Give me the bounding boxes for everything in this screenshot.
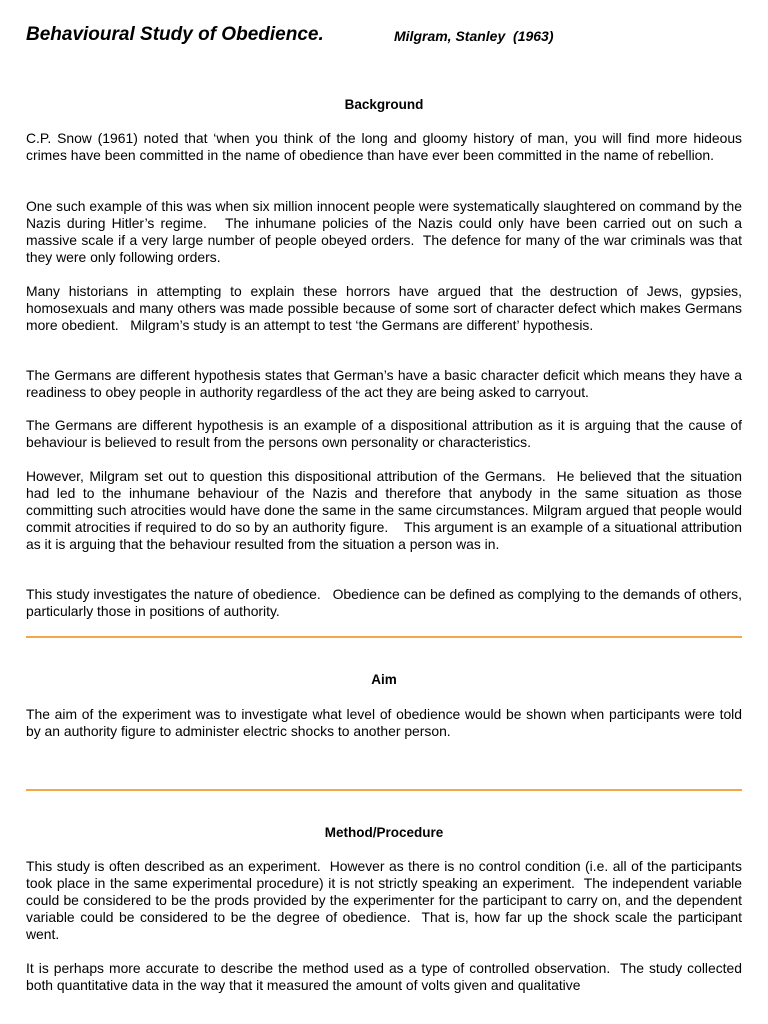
section-divider [26,636,742,638]
heading-method-procedure: Method/Procedure [324,825,444,840]
paragraph: This study is often described as an experiment. However as there is no control condition (i.e. all of the participants took place in the same experimental procedure) it is not strictly speaking an experiment. The independent variable could be considered to be the prods provided by the experimenter for the participant to carry on, and the dependent variable could be considered to be the degree of obedience. That is, how far up the shock scale the participant went. [26,858,746,942]
section-divider [26,789,742,791]
paragraph: It is perhaps more accurate to describe the method used as a type of controlled observation. The study collected both quantitative data in the way that it measured the amount of volts given and qualitative [26,960,746,993]
heading-aim: Aim [371,672,397,687]
paragraph: C.P. Snow (1961) noted that ‘when you think of the long and gloomy history of man, you will find more hideous crimes have been committed in the name of obedience than have ever been committed in the name of rebellion. [26,130,746,163]
paragraph: The Germans are different hypothesis states that German’s have a basic character deficit which means they have a readiness to obey people in authority regardless of the act they are being asked to carryout. [26,367,746,400]
document-author: Milgram, Stanley (1963) [394,28,554,44]
heading-background: Background [344,97,424,112]
paragraph: This study investigates the nature of obedience. Obedience can be defined as complying to the demands of others, particularly those in positions of authority. [26,586,746,619]
document-title: Behavioural Study of Obedience. [26,24,324,45]
paragraph: One such example of this was when six million innocent people were systematically slaughtered on command by the Nazis during Hitler’s regime. The inhumane policies of the Nazis could only have been carried out on such a massive scale if a very large number of people obeyed orders. The defence for many of the war criminals was that they were only following orders. [26,198,746,265]
title-row [26,24,742,50]
paragraph: The aim of the experiment was to investigate what level of obedience would be shown when participants were told by an authority figure to administer electric shocks to another person. [26,706,746,739]
paragraph: The Germans are different hypothesis is an example of a dispositional attribution as it is arguing that the cause of behaviour is believed to result from the persons own personality or characteristics. [26,417,746,450]
paragraph: However, Milgram set out to question this dispositional attribution of the Germans. He believed that the situation had led to the inhumane behaviour of the Nazis and therefore that anybody in the same situation as those committing such atrocities would have done the same in the same circumstances. Milgram argued that people would commit atrocities if required to do so by an authority figure. This argument is an example of a situational attribution as it is arguing that the behaviour resulted from the situation a person was in. [26,468,746,552]
paragraph: Many historians in attempting to explain these horrors have argued that the destruction of Jews, gypsies, homosexuals and many others was made possible because of some sort of character defect which makes Germans more obedient. Milgram’s study is an attempt to test ‘the Germans are different’ hypothesis. [26,283,746,333]
